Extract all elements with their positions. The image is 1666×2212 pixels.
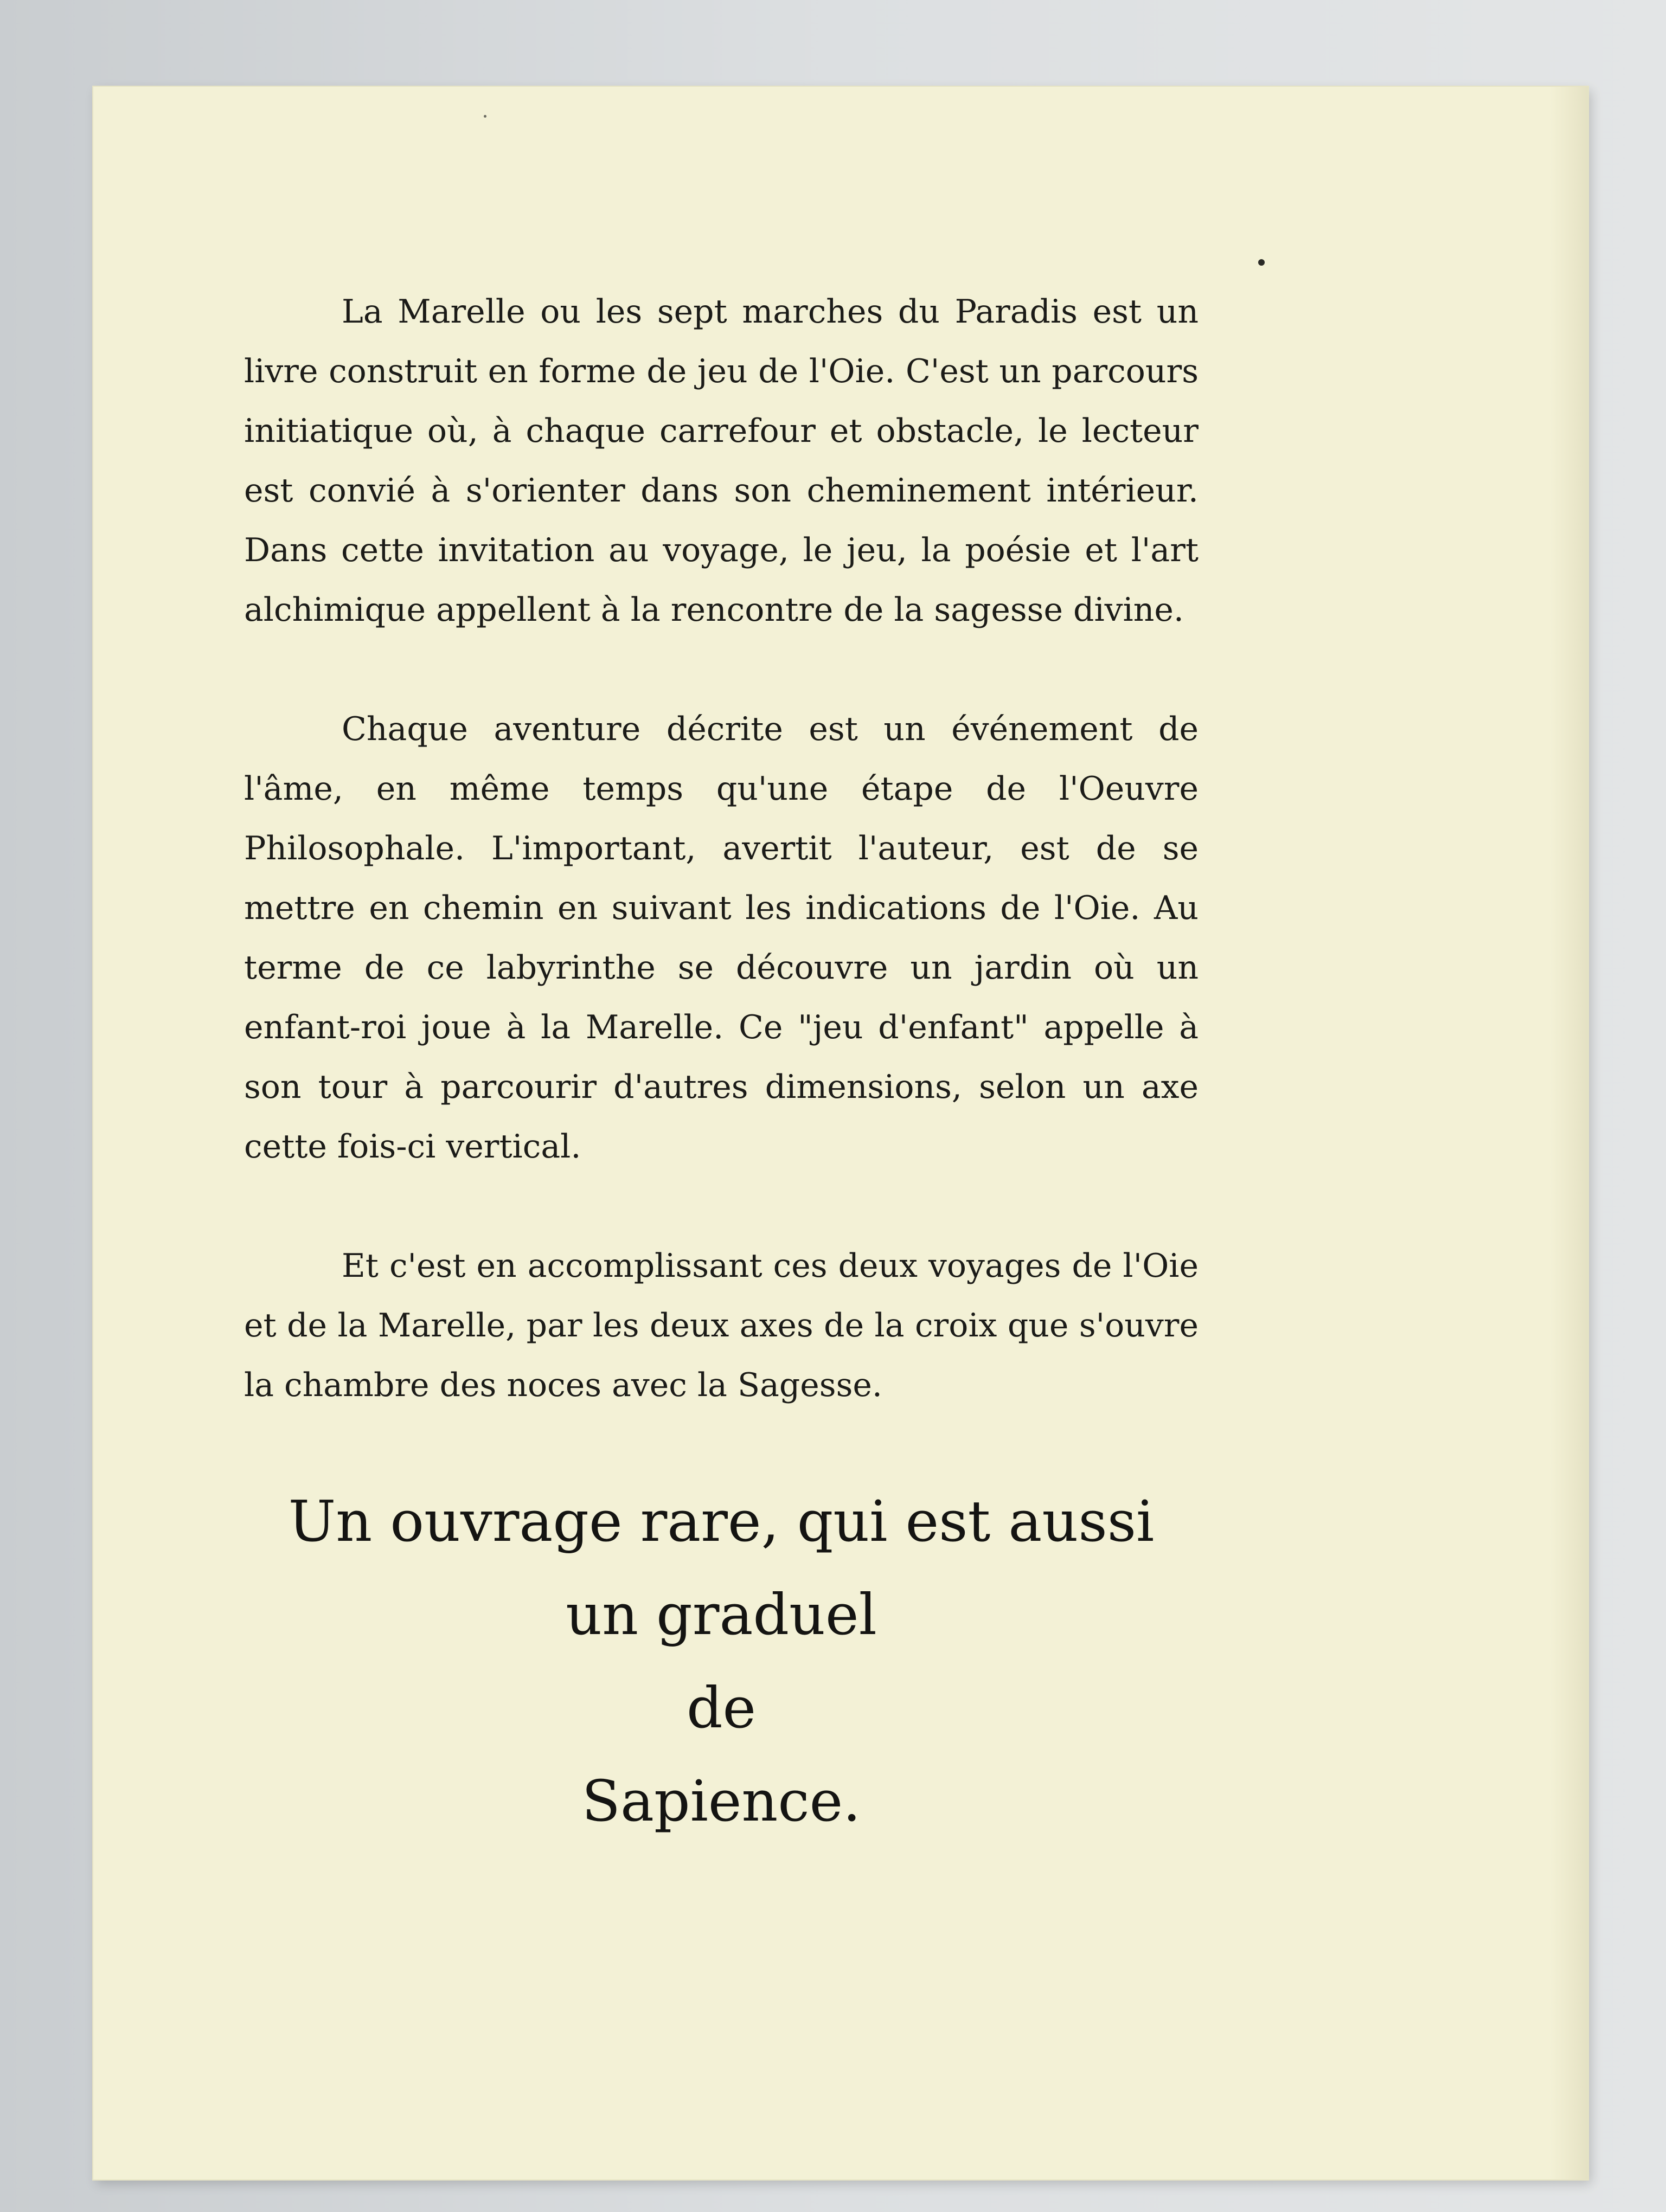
paragraph-3: Et c'est en accomplissant ces deux voyages de l'Oie et de la Marelle, par les deux axes de la croix que s'ouvre la chambre des noces avec la Sagesse.: [244, 1247, 1199, 1404]
tagline-line-1: Un ouvrage rare, qui est aussi: [288, 1488, 1155, 1554]
tagline-line-3: de: [686, 1675, 757, 1741]
paragraph-1: La Marelle ou les sept marches du Paradis est un livre construit en forme de jeu de l'Oie. C'est un parcours initiatique où, à chaque carrefour et obstacle, le lecteur est convié à s'orienter dans son cheminement intérieur. Dans cette invitation au voyage, le jeu, la poésie et l'art alchimique appellent à la rencontre de la sagesse divine.: [244, 293, 1199, 629]
tagline-line-4: Sapience.: [581, 1768, 861, 1834]
paper-speck: [484, 115, 486, 118]
blurb-text: [244, 282, 1199, 1415]
paper-speck: [1258, 259, 1265, 266]
tagline-line-2: un graduel: [566, 1581, 877, 1648]
tagline: [228, 1475, 1215, 1848]
book-spine-edge: [1550, 87, 1588, 2179]
paragraph-2: Chaque aventure décrite est un événement de l'âme, en même temps qu'une étape de l'Oeuvre Philosophale. L'important, avertit l'auteur, est de se mettre en chemin en suivant les indications de l'Oie. Au terme de ce labyrinthe se découvre un jardin où un enfant-roi joue à la Marelle. Ce "jeu d'enfant" appelle à son tour à parcourir d'autres dimensions, selon un axe cette fois-ci vertical.: [244, 710, 1199, 1166]
